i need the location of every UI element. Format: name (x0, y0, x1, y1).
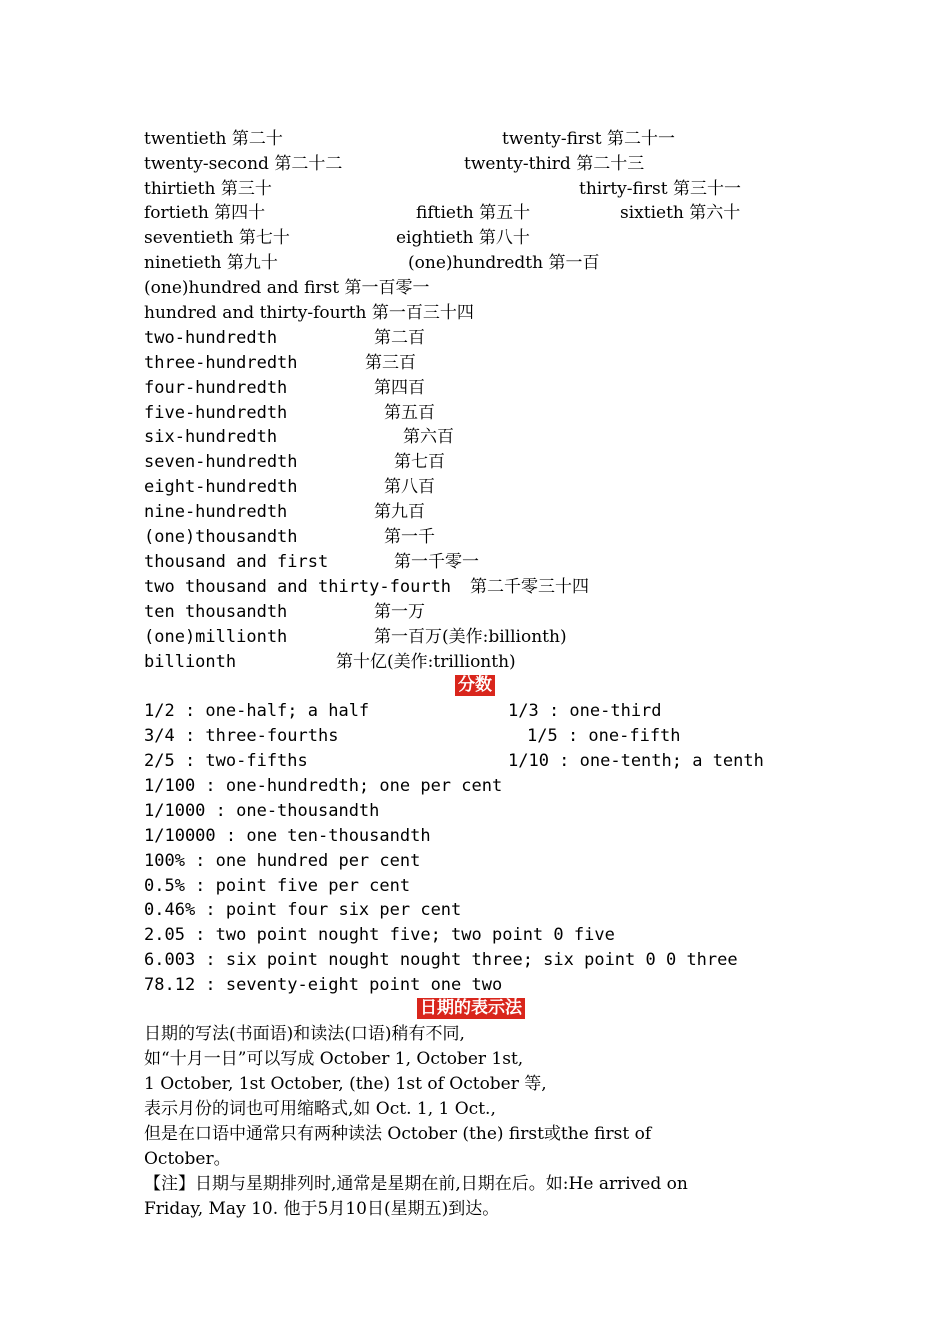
ordinal-en: four-hundredth (144, 378, 288, 398)
ordinal-cn: 第二千零三十四 (470, 577, 589, 597)
ordinal-cn: 第一百万(美作:billionth) (374, 627, 567, 647)
ordinal-entry: (one)hundred and first 第一百零一 (144, 278, 430, 298)
ordinal-en: (one)millionth (144, 627, 288, 647)
fraction-entry: 1/1000 : one-thousandth (144, 801, 380, 821)
ordinal-cn: 第一千零一 (394, 552, 479, 572)
fractions-heading: 分数 (455, 675, 495, 696)
ordinal-entry: thirtieth 第三十 (144, 179, 272, 199)
ordinal-cn: 第九百 (374, 502, 425, 522)
ordinal-cn: 第二百 (374, 328, 425, 348)
ordinal-en: three-hundredth (144, 353, 298, 373)
fraction-entry: 6.003 : six point nought nought three; six point 0 0 three (144, 950, 738, 970)
ordinal-en: nine-hundredth (144, 502, 288, 522)
ordinal-cn: 第七百 (394, 452, 445, 472)
ordinal-entry: twenty-third 第二十三 (464, 154, 645, 174)
ordinal-entry: twenty-first 第二十一 (502, 129, 675, 149)
fraction-entry: 1/10000 : one ten-thousandth (144, 826, 431, 846)
ordinal-entry: fiftieth 第五十 (416, 203, 531, 223)
ordinal-en: thousand and first (144, 552, 329, 572)
ordinal-cn: 第五百 (384, 403, 435, 423)
ordinal-en: eight-hundredth (144, 477, 298, 497)
ordinal-entry: ninetieth 第九十 (144, 253, 278, 273)
fraction-entry: 1/3 : one-third (508, 701, 662, 721)
ordinal-en: two thousand and thirty-fourth (144, 577, 452, 597)
ordinal-cn: 第四百 (374, 378, 425, 398)
ordinal-entry: twenty-second 第二十二 (144, 154, 343, 174)
dates-heading: 日期的表示法 (417, 998, 525, 1019)
fraction-entry: 2.05 : two point nought five; two point 0 five (144, 925, 615, 945)
fraction-entry: 0.46% : point four six per cent (144, 900, 462, 920)
ordinal-entry: sixtieth 第六十 (620, 203, 741, 223)
ordinal-en: six-hundredth (144, 427, 278, 447)
ordinal-cn: 第十亿(美作:trillionth) (336, 652, 516, 672)
ordinal-en: (one)thousandth (144, 527, 298, 547)
fraction-entry: 0.5% : point five per cent (144, 876, 411, 896)
ordinal-en: seven-hundredth (144, 452, 298, 472)
fraction-entry: 1/10 : one-tenth; a tenth (508, 751, 764, 771)
fraction-entry: 100% : one hundred per cent (144, 851, 421, 871)
ordinal-cn: 第一千 (384, 527, 435, 547)
fraction-entry: 1/100 : one-hundredth; one per cent (144, 776, 503, 796)
ordinal-cn: 第一万 (374, 602, 425, 622)
fraction-entry: 78.12 : seventy-eight point one two (144, 975, 503, 995)
fraction-entry: 2/5 : two-fifths (144, 751, 308, 771)
ordinal-cn: 第六百 (403, 427, 454, 447)
ordinal-cn: 第八百 (384, 477, 435, 497)
fraction-entry: 3/4 : three-fourths (144, 726, 339, 746)
ordinal-entry: seventieth 第七十 (144, 228, 290, 248)
ordinal-entry: fortieth 第四十 (144, 203, 266, 223)
fraction-entry: 1/5 : one-fifth (527, 726, 681, 746)
dates-paragraph: 日期的写法(书面语)和读法(口语)稍有不同, 如“十月一日”可以写成 October 1, October 1st, 1 October, 1st October, (the) 1st of October 等, 表示月份的词也可用缩略式,如 Oct. 1, 1 Oct., 但是在口语中通常只有两种读法 October (the) first或the first of October。 【注】日期与星期排列时,通常是星期在前,日期在后。如:He arrived on Friday, May 10. 他于5月10日(星期五)到达。 (144, 1024, 688, 1219)
ordinal-entry: (one)hundredth 第一百 (408, 253, 600, 273)
ordinal-en: billionth (144, 652, 237, 672)
ordinal-cn: 第三百 (365, 353, 416, 373)
ordinal-entry: twentieth 第二十 (144, 129, 283, 149)
ordinal-entry: thirty-first 第三十一 (579, 179, 741, 199)
ordinal-entry: eightieth 第八十 (396, 228, 530, 248)
fraction-entry: 1/2 : one-half; a half (144, 701, 370, 721)
ordinal-en: five-hundredth (144, 403, 288, 423)
ordinal-en: ten thousandth (144, 602, 288, 622)
ordinal-en: two-hundredth (144, 328, 278, 348)
ordinal-entry: hundred and thirty-fourth 第一百三十四 (144, 303, 474, 323)
